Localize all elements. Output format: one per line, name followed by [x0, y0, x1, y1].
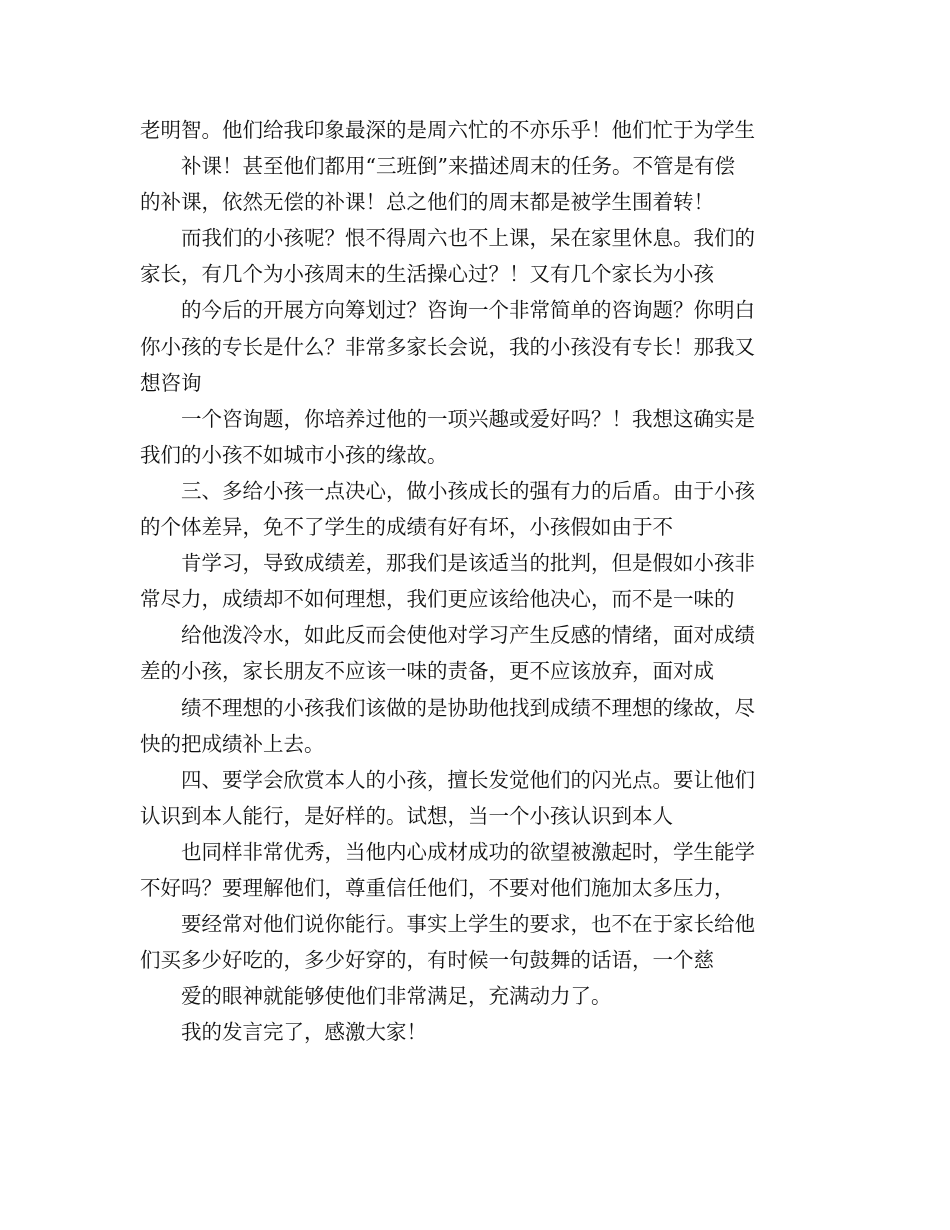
speech-text-body [140, 112, 820, 1050]
text-line: 想咨询 [140, 370, 202, 395]
text-line: 你小孩的专长是什么？非常多家长会说，我的小孩没有专长！那我又 [140, 334, 755, 359]
text-line: 老明智。他们给我印象最深的是周六忙的不亦乐乎！他们忙于为学生 [140, 118, 755, 142]
text-line: 绩不理想的小孩我们该做的是协助他找到成绩不理想的缘故，尽 [181, 695, 755, 720]
text-line: 们买多少好吃的，多少好穿的，有时候一句鼓舞的话语，一个慈 [140, 948, 714, 973]
text-line: 的个体差异，免不了学生的成绩有好有坏，小孩假如由于不 [140, 515, 673, 540]
text-line: 一个咨询题，你培养过他的一项兴趣或爱好吗？！我想这确实是 [181, 406, 755, 431]
text-line: 认识到本人能行，是好样的。试想，当一个小孩认识到本人 [140, 803, 673, 828]
closing-line: 我的发言完了，感激大家！ [181, 1020, 427, 1045]
text-line: 快的把成绩补上去。 [140, 731, 325, 756]
text-line: 不好吗？要理解他们，尊重信任他们，不要对他们施加太多压力， [140, 875, 735, 900]
text-line: 的今后的开展方向筹划过？咨询一个非常简单的咨询题？你明白 [181, 298, 755, 323]
text-line: 差的小孩，家长朋友不应该一味的责备，更不应该放弃，面对成 [140, 659, 714, 684]
text-line: 给他泼冷水，如此反而会使他对学习产生反感的情绪，面对成绩 [181, 623, 755, 648]
text-line: 要经常对他们说你能行。事实上学生的要求，也不在于家长给他 [181, 912, 755, 937]
text-line: 三、多给小孩一点决心，做小孩成长的强有力的后盾。由于小孩 [181, 478, 755, 503]
text-line: 而我们的小孩呢？恨不得周六也不上课，呆在家里休息。我们的 [181, 226, 755, 251]
text-line: 的补课，依然无偿的补课！总之他们的周末都是被学生围着转！ [140, 190, 714, 215]
text-line: 也同样非常优秀，当他内心成材成功的欲望被激起时，学生能学 [181, 839, 755, 864]
text-line: 家长，有几个为小孩周末的生活操心过？！又有几个家长为小孩 [140, 262, 714, 287]
text-line: 补课！甚至他们都用“三班倒”来描述周末的任务。不管是有偿 [181, 154, 735, 179]
text-line: 常尽力，成绩却不如何理想，我们更应该给他决心，而不是一味的 [140, 587, 735, 612]
text-line: 爱的眼神就能够使他们非常满足，充满动力了。 [181, 984, 612, 1009]
text-line: 我们的小孩不如城市小孩的缘故。 [140, 442, 448, 467]
text-line: 四、要学会欣赏本人的小孩，擅长发觉他们的闪光点。要让他们 [181, 767, 755, 792]
text-line: 肯学习，导致成绩差，那我们是该适当的批判，但是假如小孩非 [181, 551, 755, 576]
